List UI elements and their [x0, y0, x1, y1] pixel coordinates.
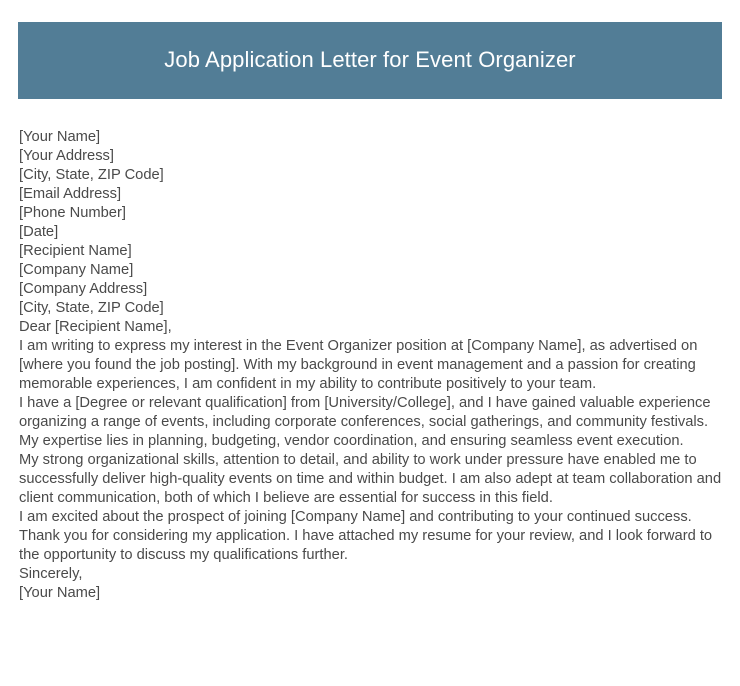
letter-line: [Your Name]	[19, 129, 101, 145]
letter-line: [Recipient Name]	[19, 243, 132, 259]
letter-line: [Email Address]	[19, 186, 122, 202]
letter-line: Sincerely,	[19, 566, 83, 582]
letter-line: [City, State, ZIP Code]	[19, 300, 164, 316]
document-header-banner	[18, 22, 722, 99]
letter-line: Dear [Recipient Name],	[19, 319, 172, 335]
letter-paragraph: I am writing to express my interest in the Event Organizer position at [Company Name], as advertised on [where you found the job posting]. With my background in event management and a passion for creating memorable experiences, I am confident in my ability to contribute positively to your team.	[19, 338, 698, 392]
letter-line: [Your Address]	[19, 148, 114, 164]
letter-paragraph: My strong organizational skills, attention to detail, and ability to work under pressure have enabled me to successfully deliver high-quality events on time and within budget. I am also adept at team collaboration and client communication, both of which I believe are essential for success in this field.	[19, 452, 722, 506]
letter-line: [Phone Number]	[19, 205, 126, 221]
letter-line: [Company Name]	[19, 262, 134, 278]
letter-body	[19, 128, 722, 603]
letter-line: [City, State, ZIP Code]	[19, 167, 164, 183]
letter-paragraph: I am excited about the prospect of joining [Company Name] and contributing to your continued success. Thank you for considering my application. I have attached my resume for your review, and I look forward to the opportunity to discuss my qualifications further.	[19, 509, 713, 563]
letter-paragraph: I have a [Degree or relevant qualification] from [University/College], and I have gained valuable experience organizing a range of events, including corporate conferences, social gatherings, and community festivals. My expertise lies in planning, budgeting, vendor coordination, and ensuring seamless event execution.	[19, 395, 711, 449]
page-title: Job Application Letter for Event Organizer	[164, 47, 576, 73]
letter-line: [Date]	[19, 224, 59, 240]
letter-line: [Company Address]	[19, 281, 148, 297]
letter-line: [Your Name]	[19, 585, 101, 601]
